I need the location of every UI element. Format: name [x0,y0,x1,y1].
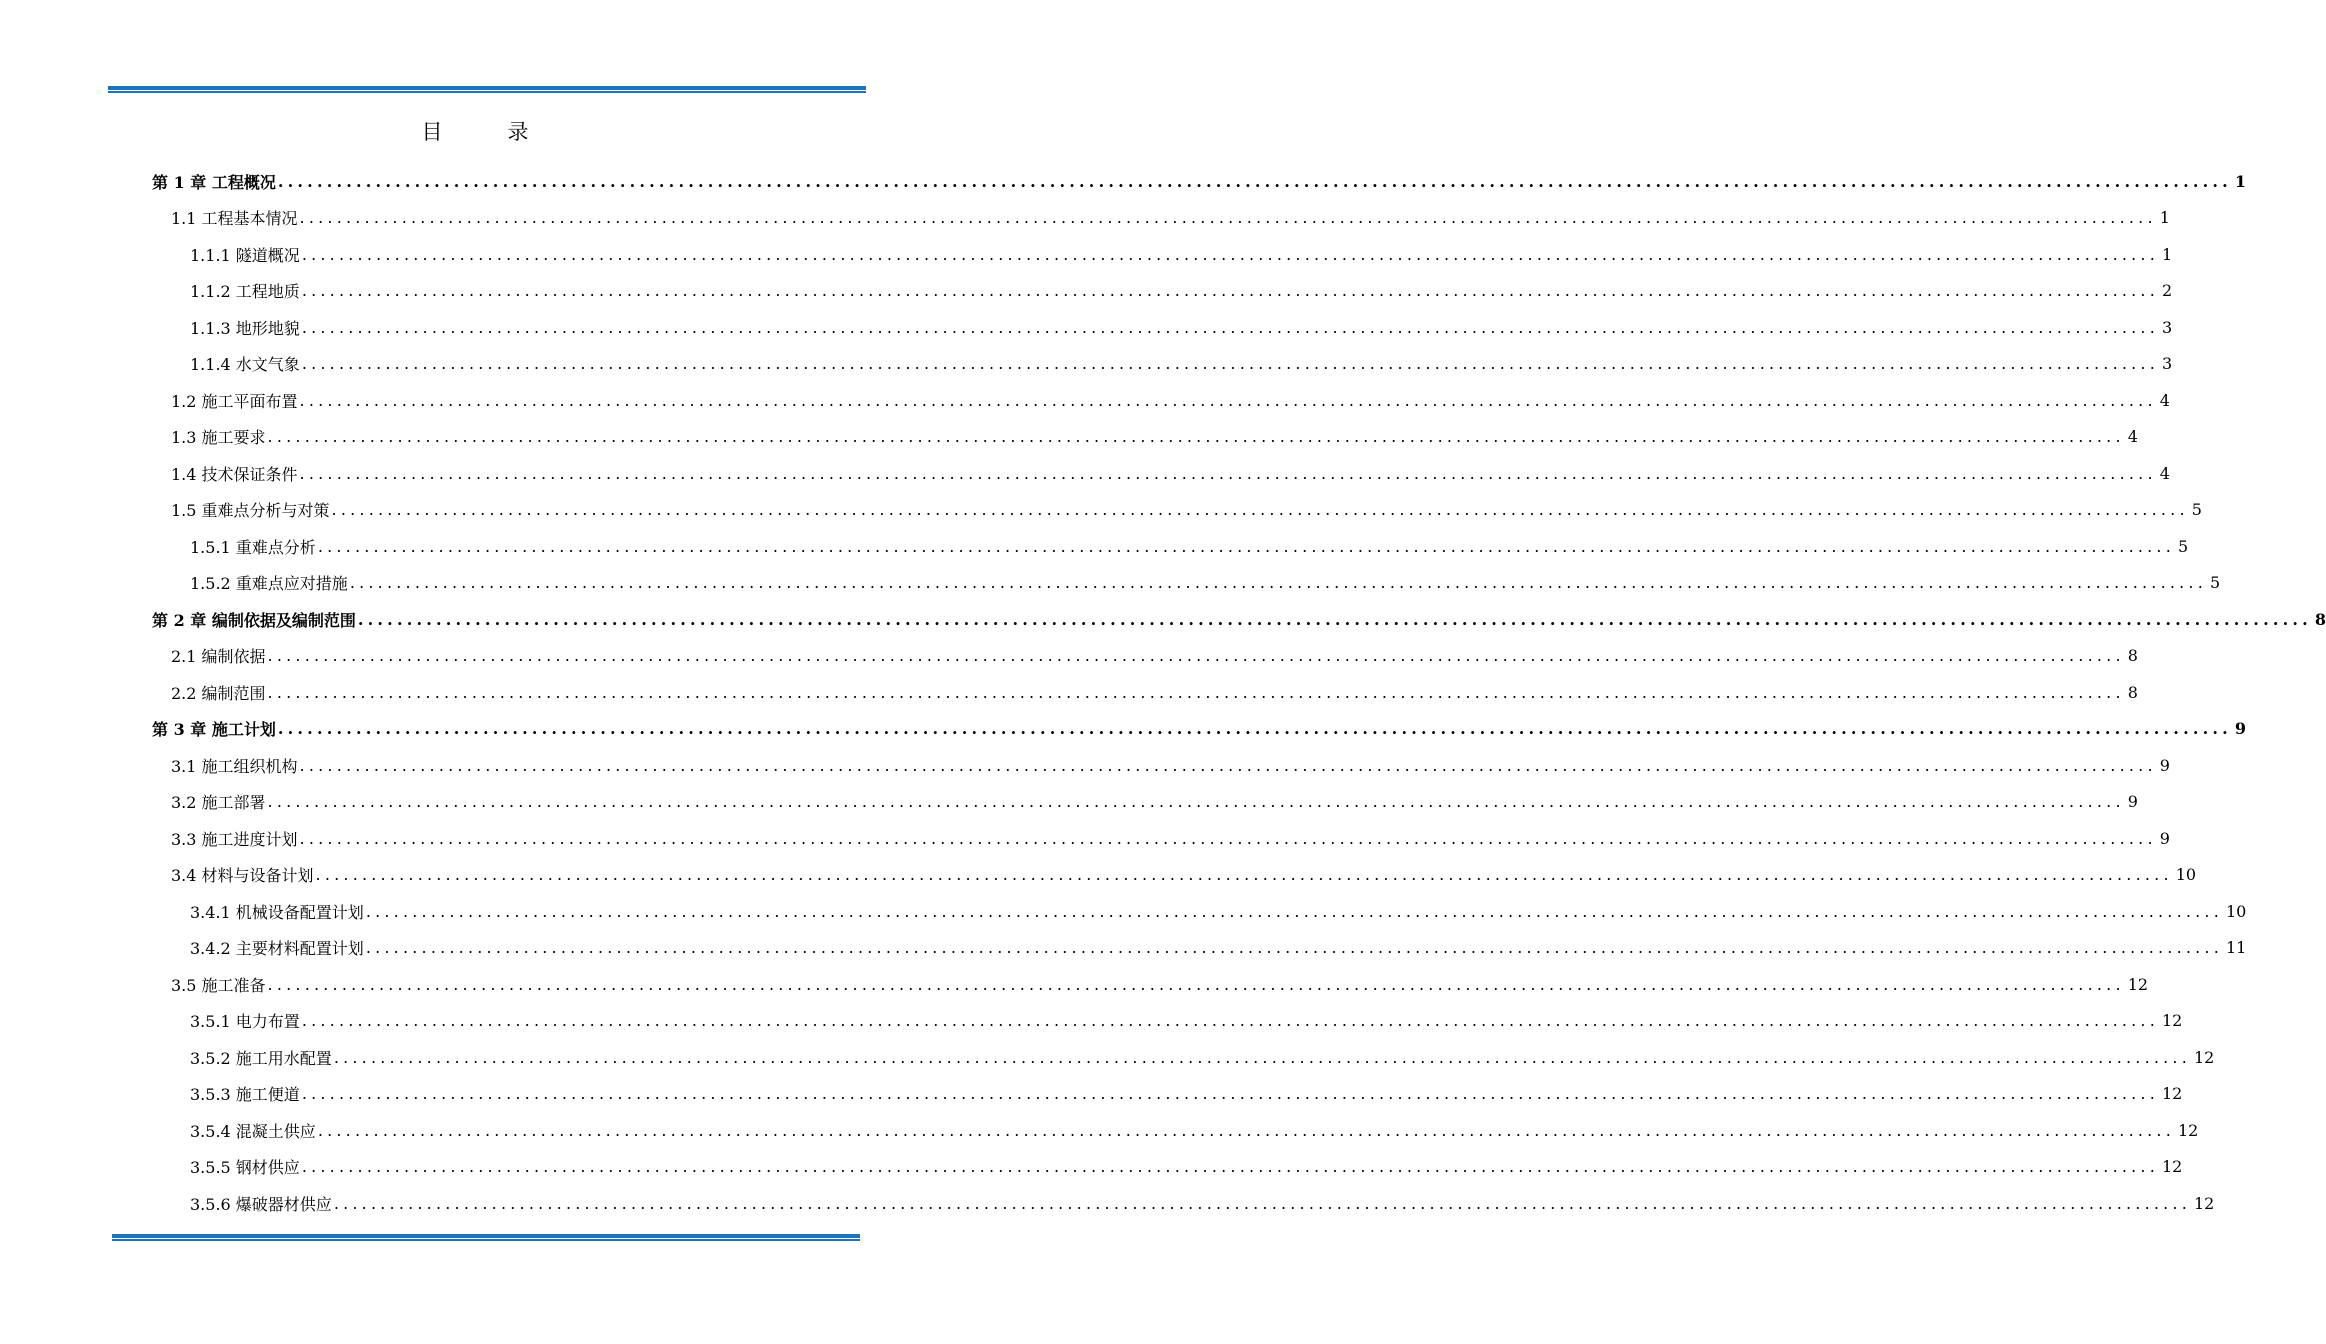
toc-entry-label: 3.5.4 混凝土供应 [190,1121,316,1141]
toc-entry[interactable] [150,784,2138,821]
toc-entry-page-number: 4 [2159,390,2170,410]
toc-entry-label: 1.5 重难点分析与对策 [171,501,330,521]
toc-entry-page-number: 12 [2162,1011,2183,1031]
toc-entry-page-number: 10 [2226,901,2247,921]
toc-entry-page-number: 1 [2162,244,2173,264]
toc-entry-label: 1.1.2 工程地质 [190,282,300,302]
toc-entry-label: 3.5.6 爆破器材供应 [190,1194,332,1214]
toc-dot-leader: ........................................................................................................................................................................................................ [357,609,2312,629]
toc-entry-label: 3.1 施工组织机构 [171,756,298,776]
toc-dot-leader: ........................................................................................................................................................................................................ [333,1047,2191,1067]
toc-entry-page-number: 11 [2226,938,2247,958]
toc-entry[interactable] [150,638,2138,675]
toc-entry[interactable] [150,1185,2215,1222]
toc-dot-leader: ........................................................................................................................................................................................................ [331,500,2189,520]
toc-dot-leader: ........................................................................................................................................................................................................ [315,865,2173,885]
toc-entry-label: 1.1 工程基本情况 [171,209,298,229]
toc-entry[interactable] [150,857,2197,894]
toc-entry[interactable] [150,1003,2183,1040]
toc-dot-leader: ........................................................................................................................................................................................................ [301,281,2159,301]
toc-entry-label: 3.4.2 主要材料配置计划 [190,939,364,959]
toc-entry[interactable] [150,492,2202,529]
toc-entry-label: 1.5.2 重难点应对措施 [190,574,348,594]
toc-entry-page-number: 4 [2159,463,2170,483]
toc-dot-leader: ........................................................................................................................................................................................................ [267,427,2125,447]
toc-dot-leader: ........................................................................................................................................................................................................ [267,646,2125,666]
toc-entry[interactable] [150,382,2170,419]
toc-entry-label: 1.1.3 地形地貌 [190,318,300,338]
toc-entry-page-number: 12 [2194,1047,2215,1067]
toc-entry[interactable] [150,455,2170,492]
toc-dot-leader: ........................................................................................................................................................................................................ [301,317,2159,337]
toc-entry-page-number: 12 [2127,974,2149,994]
toc-entry[interactable] [150,893,2247,930]
toc-entry[interactable] [150,236,2173,273]
toc-entry-page-number: 12 [2162,1157,2183,1177]
toc-dot-leader: ........................................................................................................................................................................................................ [301,1084,2159,1104]
toc-dot-leader: ........................................................................................................................................................................................................ [365,938,2223,958]
toc-entry-page-number: 9 [2127,792,2138,812]
toc-dot-leader: ........................................................................................................................................................................................................ [267,792,2125,812]
toc-dot-leader: ........................................................................................................................................................................................................ [299,463,2157,483]
toc-entry-label: 3.5.5 钢材供应 [190,1158,300,1178]
toc-entry-page-number: 8 [2314,609,2326,629]
toc-entry-label: 3.5.3 施工便道 [190,1085,300,1105]
toc-dot-leader: ........................................................................................................................................................................................................ [277,719,2232,739]
toc-entry[interactable] [150,1149,2183,1186]
toc-entry[interactable] [150,163,2247,200]
toc-entry-page-number: 8 [2127,646,2138,666]
toc-entry-label: 第 1 章 工程概况 [152,172,276,192]
toc-entry[interactable] [150,820,2170,857]
toc-entry-label: 3.5.1 电力布置 [190,1012,300,1032]
toc-dot-leader: ........................................................................................................................................................................................................ [349,573,2207,593]
table-of-contents [150,163,2326,1222]
toc-entry-label: 1.1.4 水文气象 [190,355,300,375]
toc-dot-leader: ........................................................................................................................................................................................................ [301,1157,2159,1177]
toc-entry[interactable] [150,528,2189,565]
toc-entry-label: 1.1.1 隧道概况 [190,245,300,265]
toc-entry-page-number: 12 [2194,1193,2215,1213]
toc-entry-label: 第 2 章 编制依据及编制范围 [152,610,356,630]
toc-entry[interactable] [150,419,2138,456]
toc-entry-page-number: 12 [2162,1084,2183,1104]
toc-entry[interactable] [150,1112,2199,1149]
toc-entry[interactable] [150,601,2326,638]
toc-dot-leader: ........................................................................................................................................................................................................ [317,1120,2175,1140]
toc-dot-leader: ........................................................................................................................................................................................................ [277,171,2232,191]
footer-rule [112,1234,860,1242]
toc-entry-page-number: 8 [2127,682,2138,702]
toc-dot-leader: ........................................................................................................................................................................................................ [333,1193,2191,1213]
toc-entry[interactable] [150,1039,2215,1076]
toc-entry-label: 1.4 技术保证条件 [171,464,298,484]
toc-entry-page-number: 3 [2162,317,2173,337]
toc-entry-page-number: 5 [2191,500,2202,520]
header-rule [108,86,866,94]
toc-entry-label: 3.4.1 机械设备配置计划 [190,902,364,922]
toc-entry-page-number: 5 [2210,573,2221,593]
toc-entry-label: 3.5.2 施工用水配置 [190,1048,332,1068]
toc-entry-page-number: 1 [2159,208,2170,228]
toc-dot-leader: ........................................................................................................................................................................................................ [301,354,2159,374]
toc-dot-leader: ........................................................................................................................................................................................................ [301,244,2159,264]
toc-entry-page-number: 4 [2127,427,2138,447]
toc-entry-label: 3.3 施工进度计划 [171,829,298,849]
toc-entry[interactable] [150,200,2170,237]
toc-entry-page-number: 9 [2159,828,2170,848]
toc-entry-label: 2.2 编制范围 [171,683,266,703]
toc-entry[interactable] [150,711,2247,748]
toc-dot-leader: ........................................................................................................................................................................................................ [299,828,2157,848]
toc-entry-page-number: 9 [2159,755,2170,775]
toc-entry[interactable] [150,309,2173,346]
toc-entry-label: 3.4 材料与设备计划 [171,866,314,886]
toc-entry-page-number: 1 [2234,171,2247,191]
toc-dot-leader: ........................................................................................................................................................................................................ [301,1011,2159,1031]
toc-dot-leader: ........................................................................................................................................................................................................ [267,974,2125,994]
toc-entry[interactable] [150,273,2173,310]
toc-entry[interactable] [150,346,2173,383]
toc-entry-label: 2.1 编制依据 [171,647,266,667]
toc-dot-leader: ........................................................................................................................................................................................................ [299,755,2157,775]
toc-dot-leader: ........................................................................................................................................................................................................ [299,208,2157,228]
toc-dot-leader: ........................................................................................................................................................................................................ [317,536,2175,556]
toc-entry-page-number: 3 [2162,354,2173,374]
toc-entry-page-number: 2 [2162,281,2173,301]
toc-entry[interactable] [150,930,2247,967]
toc-entry[interactable] [150,1076,2183,1113]
toc-entry[interactable] [150,747,2170,784]
toc-entry-page-number: 5 [2178,536,2189,556]
toc-entry-label: 1.3 施工要求 [171,428,266,448]
toc-entry-label: 第 3 章 施工计划 [152,720,276,740]
toc-entry-label: 3.2 施工部署 [171,793,266,813]
toc-title: 目 录 [421,120,551,144]
toc-entry-label: 1.5.1 重难点分析 [190,537,316,557]
toc-dot-leader: ........................................................................................................................................................................................................ [267,682,2125,702]
toc-entry-page-number: 12 [2178,1120,2199,1140]
toc-entry[interactable] [150,966,2149,1003]
toc-entry-page-number: 9 [2234,719,2247,739]
toc-entry-label: 1.2 施工平面布置 [171,391,298,411]
toc-dot-leader: ........................................................................................................................................................................................................ [299,390,2157,410]
toc-dot-leader: ........................................................................................................................................................................................................ [365,901,2223,921]
toc-entry[interactable] [150,674,2138,711]
toc-entry-label: 3.5 施工准备 [171,975,266,995]
toc-entry-page-number: 10 [2175,865,2197,885]
toc-entry[interactable] [150,565,2221,602]
